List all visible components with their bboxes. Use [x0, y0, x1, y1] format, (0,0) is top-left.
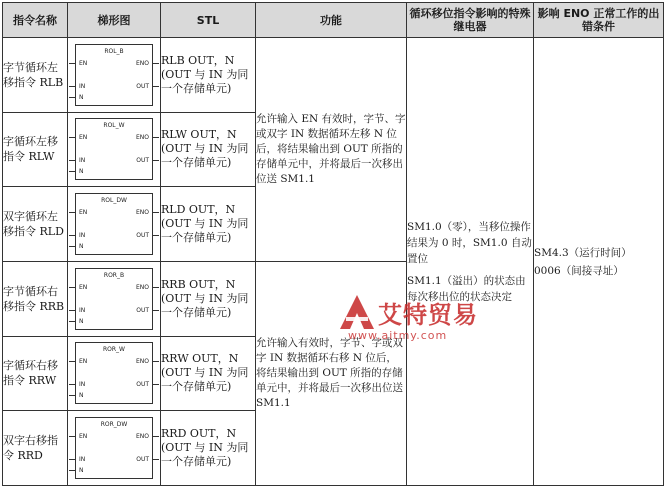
eno-error-line1: SM4.3（运行时间） — [534, 246, 632, 259]
watermark-url: www.aitmy.com — [348, 329, 448, 342]
instruction-name: 字循环右移指令 RRW — [3, 336, 68, 411]
pin-in: IN — [79, 82, 86, 90]
ladder-cell — [68, 38, 161, 113]
pin-n: N — [79, 243, 84, 251]
pin-out: OUT — [136, 82, 149, 90]
pin-eno: ENO — [135, 433, 149, 441]
ladder-block — [75, 193, 153, 255]
function-right: 允许输入有效时，字节、字或双字 IN 数据循环右移 N 位后，将结果输出到 OUT 所指的存储单元中，并将最后一次移出位送 SM1.1 — [256, 261, 407, 485]
pin-n: N — [79, 93, 84, 101]
instruction-name: 双字循环左移指令 RLD — [3, 187, 68, 262]
eno-error-cell — [534, 38, 664, 486]
ladder-block — [75, 118, 153, 180]
stl-cell: RLW OUT，N (OUT 与 IN 为同一个存储单元) — [161, 112, 256, 187]
ladder-block — [75, 268, 153, 330]
stl-cell: RLB OUT，N (OUT 与 IN 为同一个存储单元) — [161, 38, 256, 113]
ladder-cell — [68, 112, 161, 187]
special-relay-line2: SM1.1（溢出）的状态由每次移出位的状态决定 — [407, 274, 526, 303]
special-relay-line1: SM1.0（零），当移位操作结果为 0 时，SM1.0 自动置位 — [407, 220, 532, 265]
block-name: ROR_W — [103, 346, 125, 354]
pin-eno: ENO — [135, 358, 149, 366]
pin-en: EN — [79, 358, 88, 366]
eno-error-line2: 0006（间接寻址） — [534, 264, 624, 277]
pin-in: IN — [79, 157, 86, 165]
table-row — [3, 38, 664, 113]
function-left: 允许输入 EN 有效时，字节、字或双字 IN 数据循环左移 N 位后，将结果输出到 OUT 所指的存储单元中，并将最后一次移出位送 SM1.1 — [256, 38, 407, 262]
block-name: ROL_W — [103, 122, 125, 130]
header-row — [3, 3, 664, 38]
ladder-block — [75, 44, 153, 106]
instruction-name: 字循环左移指令 RLW — [3, 112, 68, 187]
instruction-name: 字节循环左移指令 RLB — [3, 38, 68, 113]
ladder-cell — [68, 187, 161, 262]
pin-en: EN — [79, 433, 88, 441]
pin-out: OUT — [136, 456, 149, 464]
header-function: 功能 — [256, 3, 407, 38]
stl-cell: RRW OUT，N (OUT 与 IN 为同一个存储单元) — [161, 336, 256, 411]
header-stl: STL — [161, 3, 256, 38]
pin-in: IN — [79, 456, 86, 464]
pin-en: EN — [79, 283, 88, 291]
stl-cell: RRB OUT，N (OUT 与 IN 为同一个存储单元) — [161, 261, 256, 336]
pin-out: OUT — [136, 157, 149, 165]
block-name: ROR_DW — [100, 421, 128, 429]
pin-in: IN — [79, 232, 86, 240]
pin-out: OUT — [136, 381, 149, 389]
ladder-cell — [68, 261, 161, 336]
pin-n: N — [79, 467, 84, 475]
pin-en: EN — [79, 209, 88, 217]
pin-eno: ENO — [135, 283, 149, 291]
watermark-text: 艾特贸易 — [378, 301, 478, 329]
instruction-name: 字节循环右移指令 RRB — [3, 261, 68, 336]
ladder-cell — [68, 336, 161, 411]
block-name: ROL_DW — [101, 197, 127, 205]
ladder-cell — [68, 411, 161, 486]
block-name: ROR_B — [103, 271, 125, 279]
pin-n: N — [79, 168, 84, 176]
pin-out: OUT — [136, 306, 149, 314]
pin-out: OUT — [136, 232, 149, 240]
pin-n: N — [79, 392, 84, 400]
header-special-relay: 循环移位指令影响的特殊继电器 — [407, 3, 534, 38]
header-name: 指令名称 — [3, 3, 68, 38]
pin-en: EN — [79, 59, 88, 67]
ladder-block — [75, 417, 153, 479]
pin-en: EN — [79, 134, 88, 142]
ladder-block — [75, 342, 153, 404]
pin-in: IN — [79, 306, 86, 314]
block-name: ROL_B — [104, 47, 124, 55]
header-eno-error: 影响 ENO 正常工作的出错条件 — [534, 3, 664, 38]
pin-eno: ENO — [135, 134, 149, 142]
shift-instruction-table — [2, 2, 664, 486]
header-ladder: 梯形图 — [68, 3, 161, 38]
pin-n: N — [79, 317, 84, 325]
special-relay-cell — [407, 38, 534, 486]
stl-cell: RLD OUT，N (OUT 与 IN 为同一个存储单元) — [161, 187, 256, 262]
pin-in: IN — [79, 381, 86, 389]
stl-cell: RRD OUT，N (OUT 与 IN 为同一个存储单元) — [161, 411, 256, 486]
instruction-name: 双字右移指令 RRD — [3, 411, 68, 486]
pin-eno: ENO — [135, 59, 149, 67]
pin-eno: ENO — [135, 209, 149, 217]
